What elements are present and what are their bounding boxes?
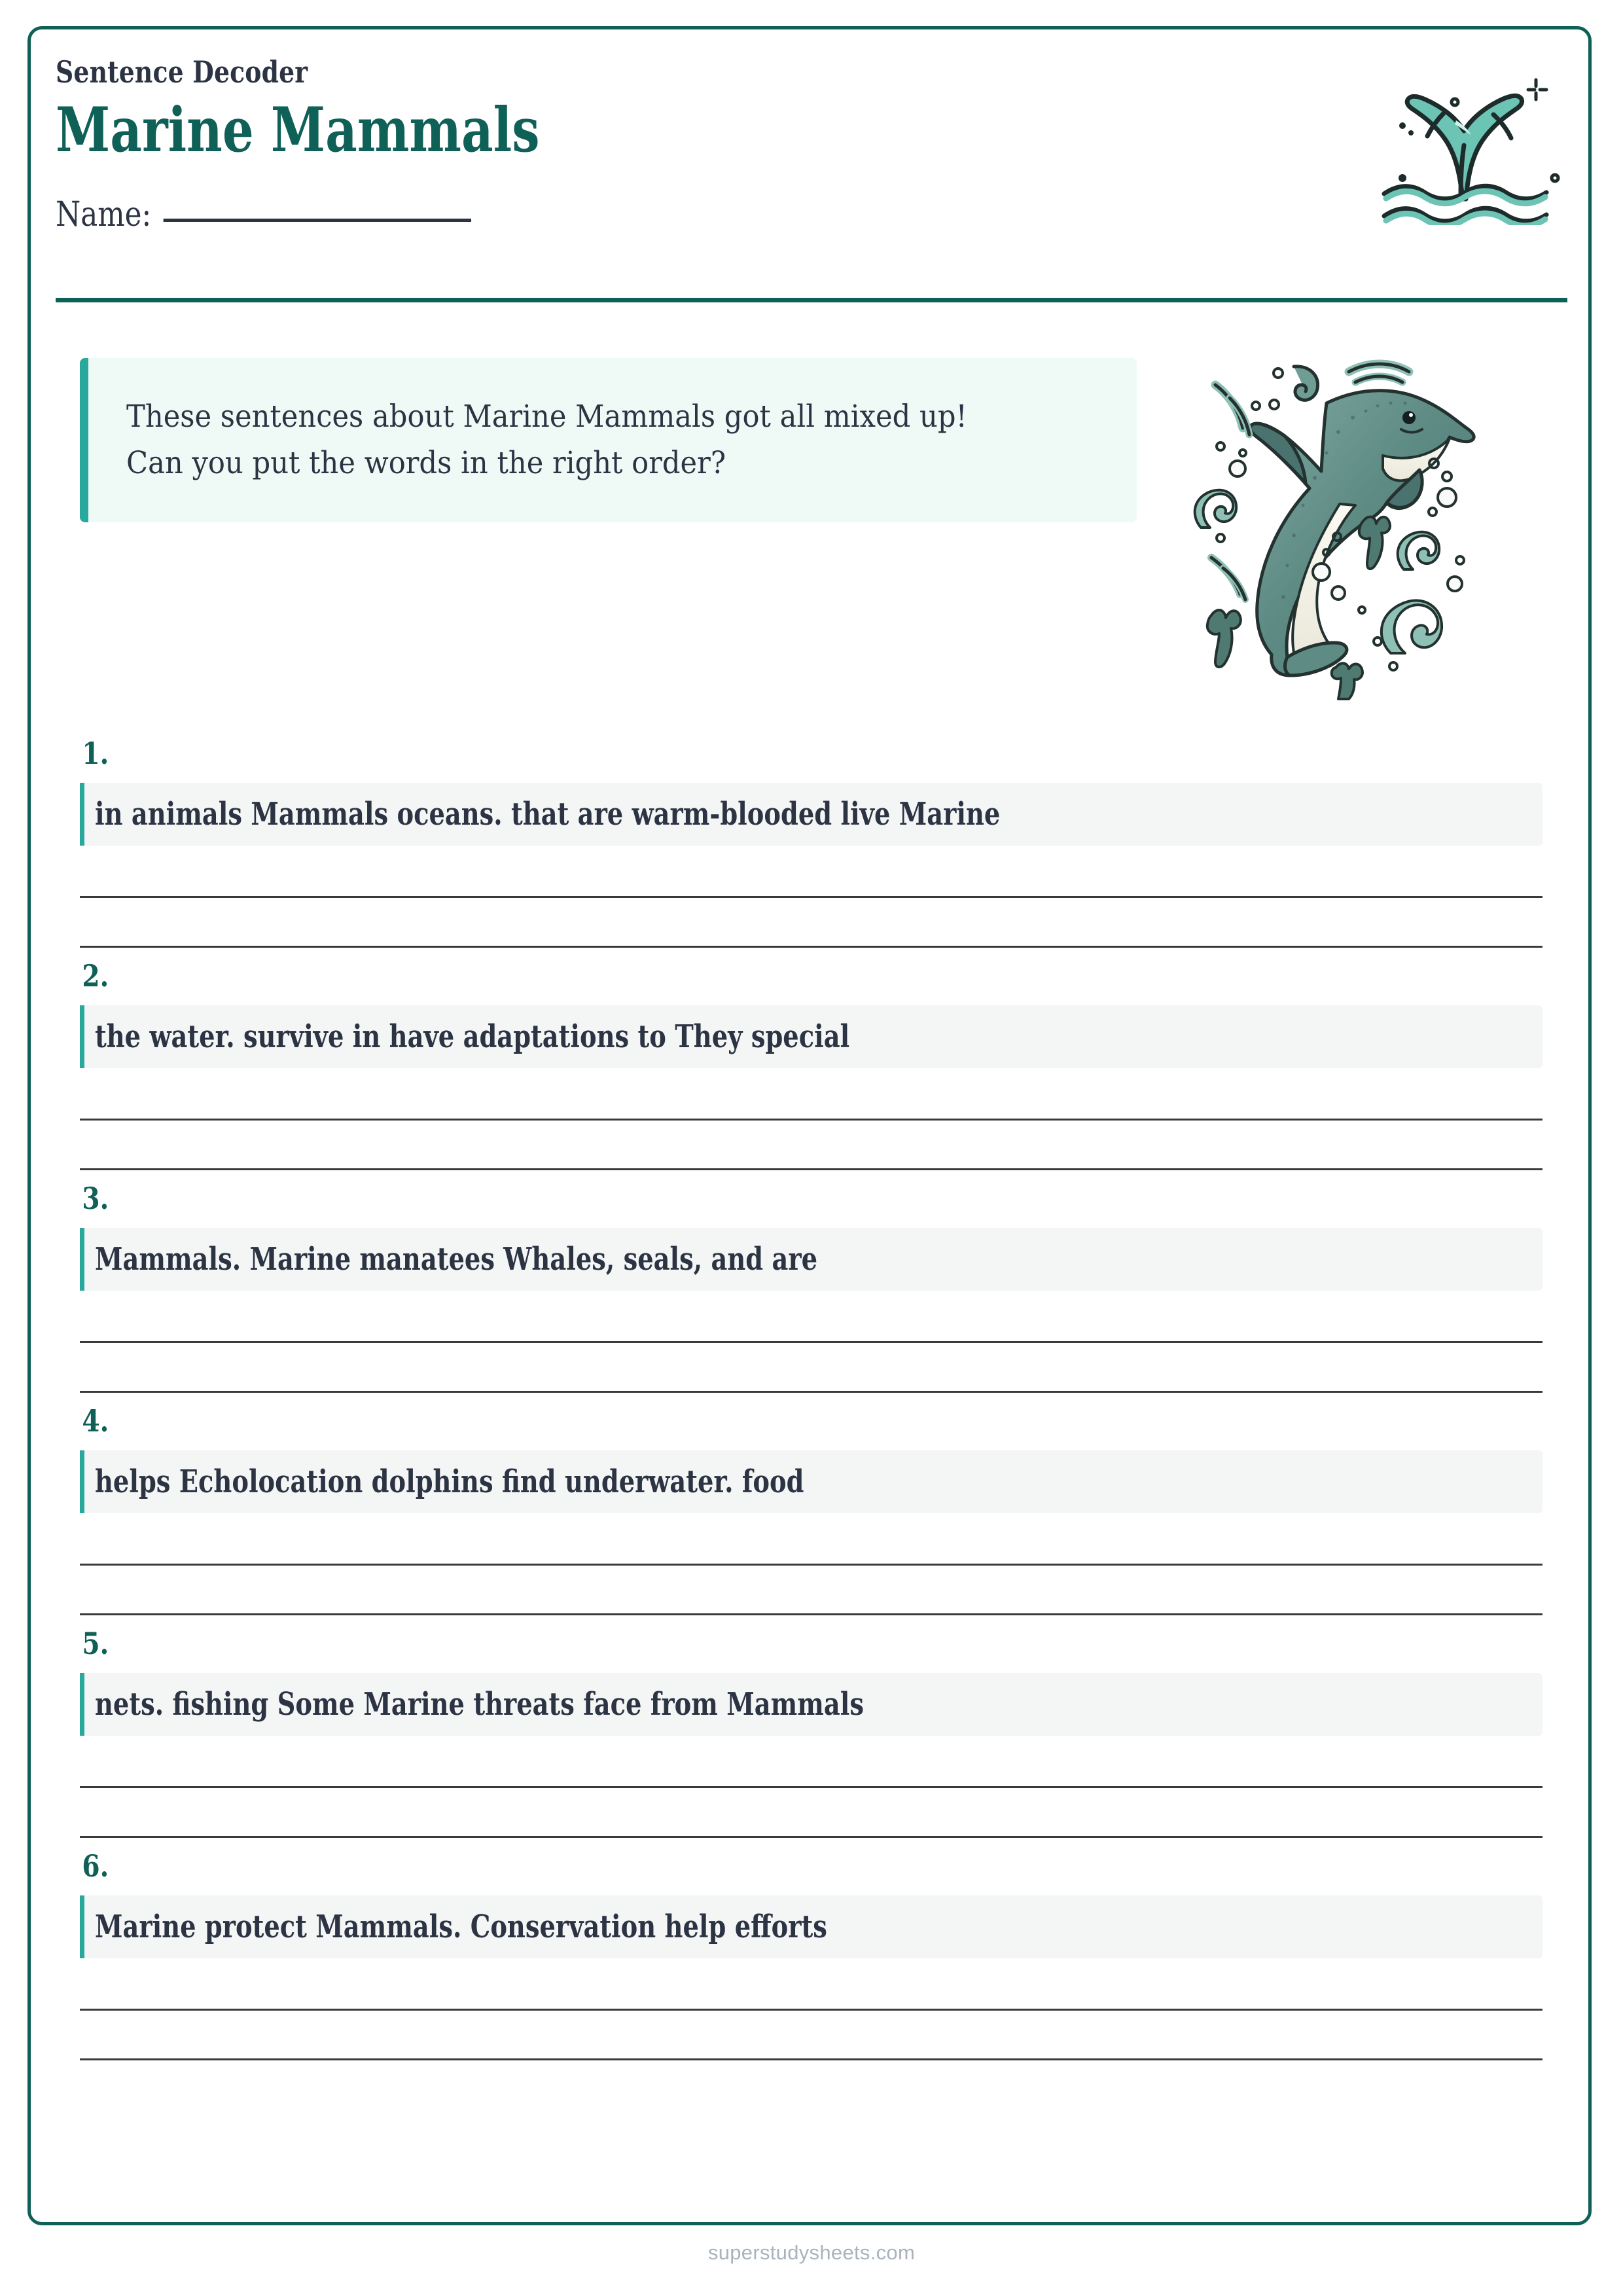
answer-line[interactable]	[80, 946, 1543, 948]
instructions-line-1: These sentences about Marine Mammals got all mixed up!	[126, 399, 967, 435]
scrambled-sentence-bar	[80, 1228, 1543, 1291]
instructions-line-2: Can you put the words in the right order?	[126, 445, 726, 482]
exercise-item	[80, 1403, 1543, 1628]
scrambled-sentence-text: the water. survive in have adaptations to They special	[95, 1018, 850, 1055]
answer-line[interactable]	[80, 2058, 1543, 2060]
answer-line[interactable]	[80, 1391, 1543, 1393]
answer-line[interactable]	[80, 1613, 1543, 1615]
answer-line[interactable]	[80, 1836, 1543, 1838]
exercise-number: 6.	[82, 1848, 109, 1884]
jumping-dolphin-illustration	[1175, 340, 1495, 700]
scrambled-sentence-bar	[80, 1450, 1543, 1513]
exercise-item	[80, 1628, 1543, 1851]
worksheet-subtitle: Sentence Decoder	[56, 54, 308, 90]
whale-tail-icon	[1364, 47, 1561, 225]
exercise-item	[80, 1183, 1543, 1406]
name-label: Name:	[56, 195, 152, 235]
scrambled-sentence-text: Marine protect Mammals. Conservation help efforts	[95, 1909, 827, 1945]
name-field-row	[56, 195, 1325, 234]
answer-line[interactable]	[80, 2009, 1543, 2011]
instructions-callout	[80, 358, 1137, 522]
exercise-number: 1.	[82, 736, 109, 771]
scrambled-sentence-bar	[80, 1005, 1543, 1068]
answer-line[interactable]	[80, 1168, 1543, 1170]
scrambled-sentence-text: helps Echolocation dolphins find underwater. food	[95, 1463, 804, 1500]
exercise-number: 3.	[82, 1181, 109, 1216]
scrambled-sentence-bar	[80, 783, 1543, 846]
exercise-item	[80, 1848, 1543, 2073]
answer-line[interactable]	[80, 1786, 1543, 1788]
name-input-rule[interactable]	[164, 219, 471, 222]
exercise-number: 2.	[82, 958, 109, 994]
answer-line[interactable]	[80, 1341, 1543, 1343]
footer-site-label: superstudysheets.com	[707, 2241, 916, 2264]
footer	[0, 2241, 1623, 2265]
exercise-list	[80, 738, 1543, 2073]
exercise-item	[80, 958, 1543, 1183]
answer-line[interactable]	[80, 1119, 1543, 1121]
scrambled-sentence-text: Mammals. Marine manatees Whales, seals, and are	[95, 1241, 818, 1278]
scrambled-sentence-bar	[80, 1895, 1543, 1958]
worksheet-header	[56, 56, 1567, 234]
scrambled-sentence-text: nets. fishing Some Marine threats face from Mammals	[95, 1686, 864, 1723]
exercise-number: 5.	[82, 1626, 109, 1661]
answer-line[interactable]	[80, 1564, 1543, 1566]
scrambled-sentence-bar	[80, 1673, 1543, 1736]
page-title: Marine Mammals	[56, 94, 540, 166]
answer-line[interactable]	[80, 896, 1543, 898]
header-divider	[56, 298, 1567, 302]
exercise-item	[80, 738, 1543, 961]
exercise-number: 4.	[82, 1403, 109, 1439]
scrambled-sentence-text: in animals Mammals oceans. that are warm-blooded live Marine	[95, 796, 1001, 833]
